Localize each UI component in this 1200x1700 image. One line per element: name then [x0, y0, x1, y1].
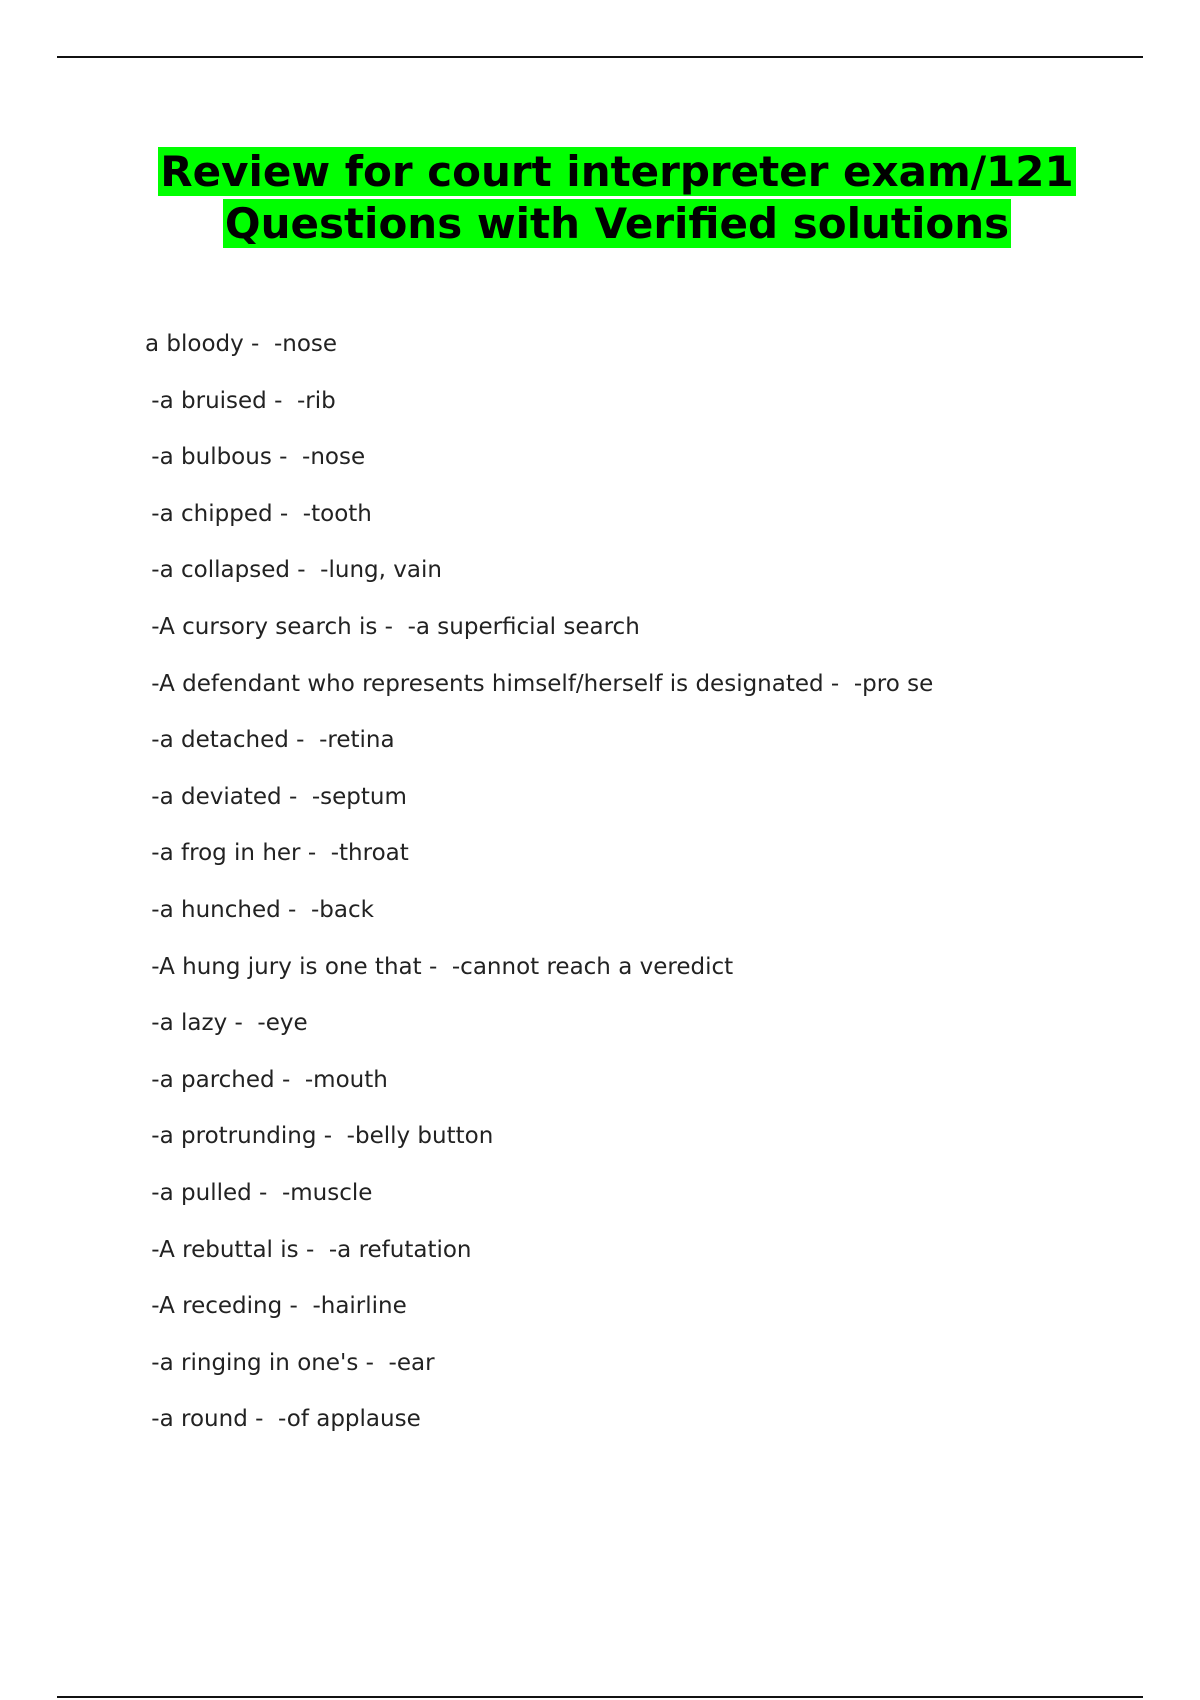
list-item: -A cursory search is - -a superficial search	[144, 614, 640, 640]
list-item: -a frog in her - -throat	[144, 840, 409, 866]
list-item: -a parched - -mouth	[144, 1067, 388, 1093]
list-item: -A defendant who represents himself/herself is designated - -pro se	[144, 671, 934, 697]
list-item: -A rebuttal is - -a refutation	[144, 1237, 472, 1263]
list-item: -a chipped - -tooth	[144, 501, 372, 527]
list-item: -A receding - -hairline	[144, 1293, 407, 1319]
title-block	[150, 146, 1084, 250]
list-item: a bloody - -nose	[145, 331, 338, 357]
footer-rule	[57, 1696, 1143, 1698]
document-title: Review for court interpreter exam/121 Questions with Verified solutions	[160, 147, 1074, 248]
header-rule	[57, 56, 1143, 58]
list-item: -a hunched - -back	[144, 897, 374, 923]
list-item: -a detached - -retina	[144, 727, 395, 753]
list-item: -a round - -of applause	[144, 1406, 421, 1432]
list-item: -a collapsed - -lung, vain	[144, 557, 442, 583]
list-item: -a bruised - -rib	[144, 388, 336, 414]
list-item: -a pulled - -muscle	[144, 1180, 373, 1206]
list-item: -a deviated - -septum	[144, 784, 407, 810]
list-item: -a ringing in one's - -ear	[144, 1350, 435, 1376]
list-item: -a bulbous - -nose	[144, 444, 366, 470]
list-item: -A hung jury is one that - -cannot reach a veredict	[144, 954, 734, 980]
list-item: -a lazy - -eye	[144, 1010, 308, 1036]
list-item: -a protrunding - -belly button	[144, 1123, 494, 1149]
